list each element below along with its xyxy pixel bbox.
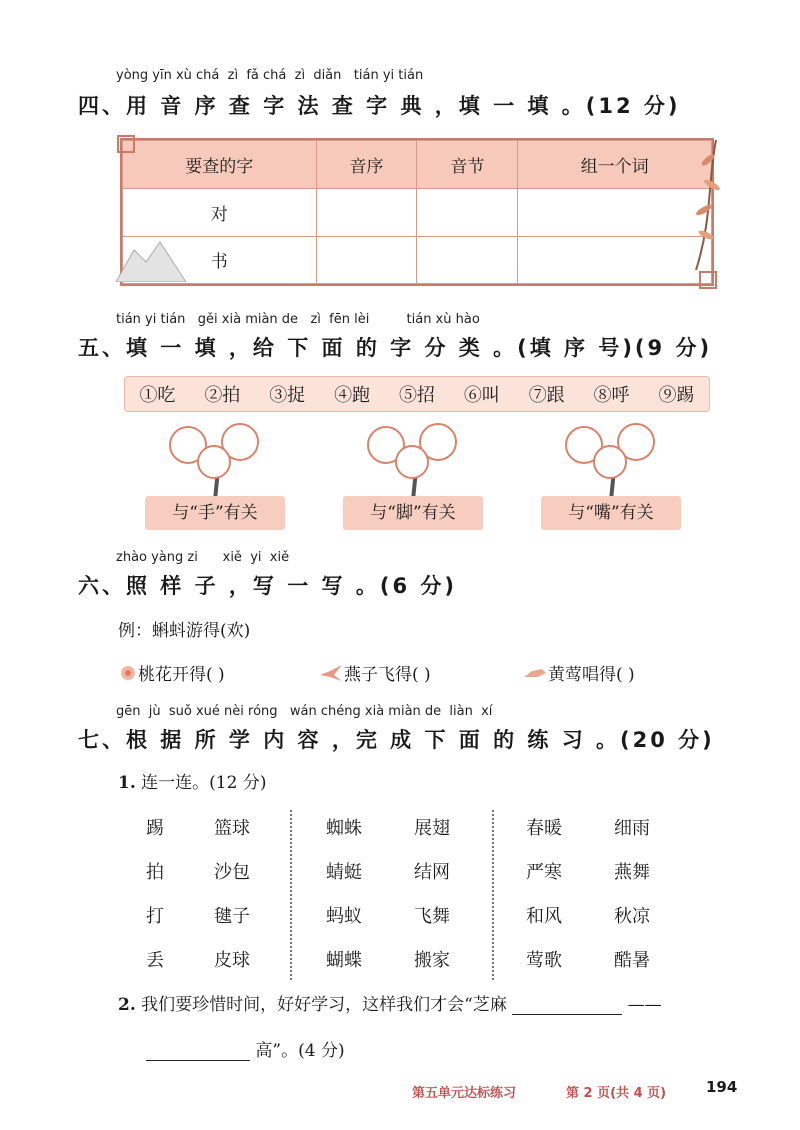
match-word[interactable]: 飞舞 bbox=[414, 906, 450, 927]
section4-pinyin: yòng yīn xù chá zì fǎ chá zì diǎn tián yi tián bbox=[116, 68, 424, 83]
fill-item[interactable] bbox=[522, 660, 635, 685]
q2-number: 2. bbox=[118, 995, 136, 1015]
category-foot: 与“脚”有关 bbox=[343, 496, 483, 530]
section5-pinyin: tián yi tián gěi xià miàn de zì fēn lèi tián xù hào bbox=[116, 312, 480, 327]
group-divider bbox=[492, 810, 494, 980]
match-word[interactable]: 皮球 bbox=[214, 950, 250, 971]
character-list bbox=[124, 376, 710, 412]
section7-heading: 七、根 据 所 学 内 容 ，完 成 下 面 的 练 习 。(20 分) bbox=[78, 728, 715, 752]
flower-icon bbox=[118, 663, 138, 683]
oriole-icon bbox=[522, 663, 548, 683]
table-cell-blank[interactable] bbox=[316, 189, 417, 237]
char-item: ⑦跟 bbox=[528, 385, 565, 406]
match-word[interactable]: 篮球 bbox=[214, 818, 250, 839]
table-header: 音节 bbox=[417, 141, 518, 189]
q2-text: 我们要珍惜时间，好好学习，这样我们才会“芝麻 bbox=[141, 995, 507, 1015]
dictionary-table bbox=[122, 140, 712, 284]
match-word[interactable]: 展翅 bbox=[414, 818, 450, 839]
match-word[interactable]: 丢 bbox=[146, 950, 164, 971]
table-cell-blank[interactable] bbox=[518, 236, 712, 284]
table-cell-blank[interactable] bbox=[518, 189, 712, 237]
fill-item-text: 黄莺唱得( ) bbox=[548, 665, 635, 685]
match-word[interactable]: 搬家 bbox=[414, 950, 450, 971]
match-word[interactable]: 严寒 bbox=[526, 862, 562, 883]
char-item: ⑤招 bbox=[398, 385, 435, 406]
match-word[interactable]: 踢 bbox=[146, 818, 164, 839]
category-hand: 与“手”有关 bbox=[145, 496, 285, 530]
table-row bbox=[123, 236, 712, 284]
char-item: ②拍 bbox=[204, 385, 241, 406]
table-cell-blank[interactable] bbox=[316, 236, 417, 284]
match-word[interactable]: 沙包 bbox=[214, 862, 250, 883]
section6-heading: 六、照 样 子 ，写 一 写 。(6 分) bbox=[78, 574, 457, 598]
char-item: ①吃 bbox=[139, 385, 176, 406]
table-header: 音序 bbox=[316, 141, 417, 189]
match-word[interactable]: 燕舞 bbox=[614, 862, 650, 883]
table-cell-blank[interactable] bbox=[417, 236, 518, 284]
match-word[interactable]: 细雨 bbox=[614, 818, 650, 839]
page-number: 194 bbox=[706, 1078, 738, 1096]
q2-line2 bbox=[146, 1036, 345, 1061]
swallow-icon bbox=[318, 663, 344, 683]
q1-number: 1. bbox=[118, 773, 136, 793]
q2-end: 高”。(4 分) bbox=[255, 1041, 345, 1061]
fill-item-text: 桃花开得( ) bbox=[138, 665, 225, 685]
q2-line1 bbox=[118, 990, 662, 1015]
match-word[interactable]: 春暖 bbox=[526, 818, 562, 839]
footer-page-info: 第 2 页(共 4 页) bbox=[566, 1086, 667, 1101]
section4-heading: 四、用 音 序 查 字 法 查 字 典 ，填 一 填 。(12 分) bbox=[78, 94, 681, 118]
table-row bbox=[123, 189, 712, 237]
q2-blank-1[interactable] bbox=[512, 994, 622, 1015]
char-item: ③捉 bbox=[269, 385, 306, 406]
match-word[interactable]: 莺歌 bbox=[526, 950, 562, 971]
tree-icon bbox=[160, 420, 270, 500]
q2-blank-2[interactable] bbox=[146, 1040, 250, 1061]
match-word[interactable]: 蚂蚁 bbox=[326, 906, 362, 927]
match-word[interactable]: 酷暑 bbox=[614, 950, 650, 971]
match-word[interactable]: 秋凉 bbox=[614, 906, 650, 927]
q1-text: 连一连。(12 分) bbox=[141, 773, 267, 793]
q2-dash: —— bbox=[627, 995, 662, 1015]
tree-icon bbox=[556, 420, 666, 500]
table-cell-blank[interactable] bbox=[417, 189, 518, 237]
group-divider bbox=[290, 810, 292, 980]
match-word[interactable]: 蜘蛛 bbox=[326, 818, 362, 839]
match-word[interactable]: 毽子 bbox=[214, 906, 250, 927]
leaf-branch-icon bbox=[686, 140, 726, 280]
example-line: 例：蝌蚪游得(欢) bbox=[118, 621, 251, 641]
char-item: ④跑 bbox=[334, 385, 371, 406]
section7-pinyin: gēn jù suǒ xué nèi róng wán chéng xià miàn de liàn xí bbox=[116, 704, 493, 719]
match-word[interactable]: 结网 bbox=[414, 862, 450, 883]
match-word[interactable]: 蝴蝶 bbox=[326, 950, 362, 971]
fill-item[interactable] bbox=[318, 660, 431, 685]
table-header: 组一个词 bbox=[518, 141, 712, 189]
section5-heading: 五、填 一 填 ，给 下 面 的 字 分 类 。(填 序 号)(9 分) bbox=[78, 336, 713, 360]
char-item: ⑨踢 bbox=[658, 385, 695, 406]
table-header: 要查的字 bbox=[123, 141, 317, 189]
table-cell-char: 对 bbox=[123, 189, 317, 237]
table-cell-char: 书 bbox=[123, 236, 317, 284]
corner-ornament-icon bbox=[114, 132, 138, 156]
tree-icon bbox=[358, 420, 468, 500]
match-word[interactable]: 蜻蜓 bbox=[326, 862, 362, 883]
match-word[interactable]: 拍 bbox=[146, 862, 164, 883]
q1-title bbox=[118, 768, 266, 793]
footer-label: 第五单元达标练习 bbox=[412, 1086, 517, 1101]
dictionary-table-frame bbox=[120, 138, 714, 286]
match-word[interactable]: 打 bbox=[146, 906, 164, 927]
char-item: ⑧呼 bbox=[593, 385, 630, 406]
mountain-decoration-icon bbox=[116, 236, 186, 282]
fill-item-text: 燕子飞得( ) bbox=[344, 665, 431, 685]
fill-item[interactable] bbox=[118, 660, 225, 685]
char-item: ⑥叫 bbox=[463, 385, 500, 406]
section6-pinyin: zhào yàng zi xiě yi xiě bbox=[116, 550, 290, 565]
category-mouth: 与“嘴”有关 bbox=[541, 496, 681, 530]
match-word[interactable]: 和风 bbox=[526, 906, 562, 927]
